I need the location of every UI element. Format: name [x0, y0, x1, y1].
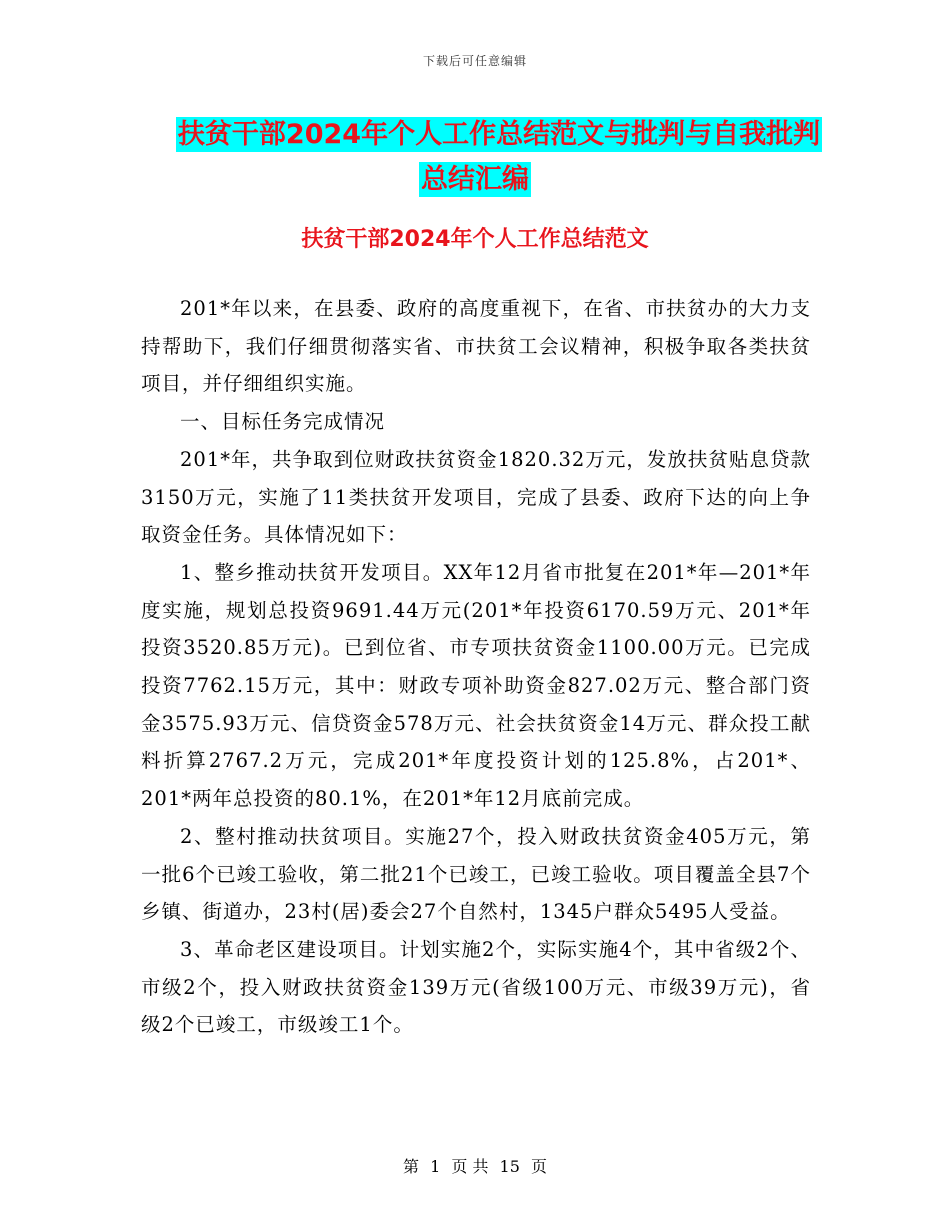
paragraph-item-1: 1、整乡推动扶贫开发项目。XX年12月省市批复在201*年—201*年度实施，规划总投资9691.44万元(201*年投资6170.59万元、201*年投资3520.85万元)。已到位省、市专项扶贫资金1100.00万元。已完成投资7762.15万元，其中：财政专项补助资金827.02万元、整合部门资金3575.93万元、信贷资金578万元、社会扶贫资金14万元、群众投工献料折算2767.2万元，完成201*年度投资计划的125.8%，占201*、201*两年总投资的80.1%，在201*年12月底前完成。: [141, 560, 811, 811]
page-prefix: 第: [402, 1157, 419, 1176]
paragraph-item-2: 2、整村推动扶贫项目。实施27个，投入财政扶贫资金405万元，第一批6个已竣工验收，第二批21个已竣工，已竣工验收。项目覆盖全县7个乡镇、街道办，23村(居)委会27个自然村，1345户群众5495人受益。: [141, 824, 811, 924]
document-title: [0, 112, 950, 202]
paragraph-funding-summary: 201*年，共争取到位财政扶贫资金1820.32万元，发放扶贫贴息贷款3150万元，实施了11类扶贫开发项目，完成了县委、政府下达的向上争取资金任务。具体情况如下：: [141, 447, 811, 547]
page-number: 1: [430, 1157, 441, 1176]
title-line-2: 总结汇编: [421, 164, 529, 195]
section-title: 扶贫干部2024年个人工作总结范文: [301, 227, 649, 252]
document-body: [141, 290, 811, 1044]
paragraph-intro: 201*年以来，在县委、政府的高度重视下，在省、市扶贫办的大力支持帮助下，我们仔细贯彻落实省、市扶贫工会议精神，积极争取各类扶贫项目，并仔细组织实施。: [141, 297, 811, 396]
title-line-1: 扶贫干部2024年个人工作总结范文与批判与自我批判: [177, 119, 821, 150]
page-header-note: 下载后可任意编辑: [422, 54, 527, 68]
page-mid: 页 共: [451, 1157, 489, 1176]
page-suffix: 页: [531, 1157, 548, 1176]
heading-goal-completion: 一、目标任务完成情况: [180, 410, 386, 434]
page-total: 15: [499, 1157, 520, 1176]
paragraph-item-3: 3、革命老区建设项目。计划实施2个，实际实施4个，其中省级2个、市级2个，投入财政扶贫资金139万元(省级100万元、市级39万元)，省级2个已竣工，市级竣工1个。: [141, 937, 811, 1037]
page-footer: [0, 1154, 950, 1177]
